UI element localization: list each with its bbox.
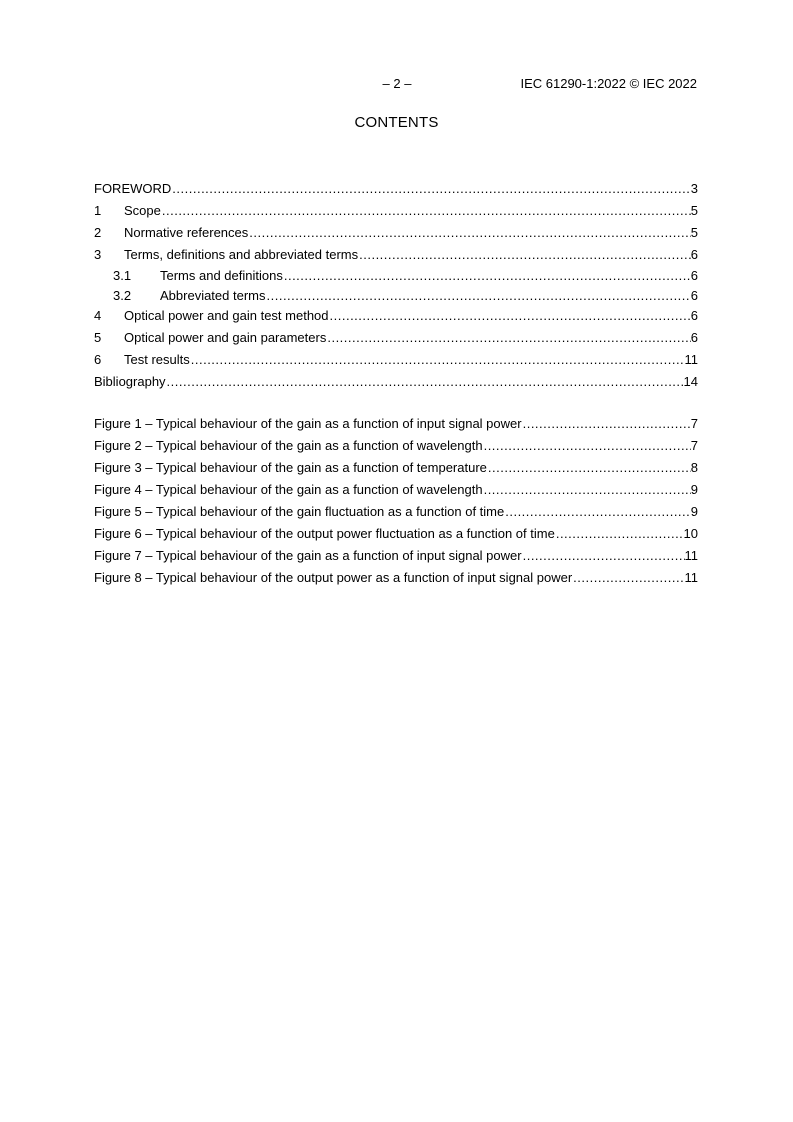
figure-entry-8[interactable]: [94, 570, 698, 592]
figure-entry-page: 8: [690, 460, 698, 475]
dot-leader: [358, 247, 691, 262]
toc-entry-title: FOREWORD: [94, 181, 172, 196]
dot-leader: [326, 330, 690, 345]
dot-leader: [487, 460, 691, 475]
toc-entry-page: 6: [690, 330, 698, 345]
toc-entry-parameters[interactable]: [94, 330, 698, 352]
toc-entry-title: Test results: [124, 352, 190, 367]
toc-entry-title: Bibliography: [94, 374, 166, 389]
figure-entry-title: Figure 4 – Typical behaviour of the gain as a function of wavelength: [94, 482, 483, 497]
page-header: [0, 76, 793, 92]
toc-entry-title: Terms, definitions and abbreviated terms: [124, 247, 359, 262]
figure-entry-page: 11: [684, 548, 698, 563]
toc-entry-test-results[interactable]: [94, 352, 698, 374]
figure-entry-title: Figure 3 – Typical behaviour of the gain as a function of temperature: [94, 460, 487, 475]
toc-entry-terms-and-definitions[interactable]: [94, 268, 698, 288]
dot-leader: [190, 352, 685, 367]
dot-leader: [504, 504, 691, 519]
figure-entry-page: 9: [690, 504, 698, 519]
figure-entry-3[interactable]: [94, 460, 698, 482]
toc-entry-scope[interactable]: [94, 203, 698, 225]
figure-entry-1[interactable]: [94, 416, 698, 438]
figure-entry-2[interactable]: [94, 438, 698, 460]
toc-entry-title: Terms and definitions: [160, 268, 283, 283]
toc-entry-page: 3: [690, 181, 698, 196]
figure-entry-6[interactable]: [94, 526, 698, 548]
contents-title: CONTENTS: [354, 114, 439, 131]
toc-entry-page: 6: [690, 308, 698, 323]
dot-leader: [555, 526, 684, 541]
figure-entry-title: Figure 6 – Typical behaviour of the output power fluctuation as a function of time: [94, 526, 555, 541]
toc-entry-number: 6: [94, 352, 102, 367]
figure-entry-title: Figure 2 – Typical behaviour of the gain as a function of wavelength: [94, 438, 483, 453]
toc-entry-number: 3.2: [113, 288, 132, 303]
toc-entry-foreword[interactable]: [94, 181, 698, 203]
toc-entry-page: 5: [690, 225, 698, 240]
dot-leader: [522, 416, 691, 431]
toc-entry-number: 2: [94, 225, 102, 240]
dot-leader: [483, 482, 691, 497]
table-of-contents: [94, 181, 698, 396]
toc-entry-normative-references[interactable]: [94, 225, 698, 247]
figure-entry-title: Figure 5 – Typical behaviour of the gain fluctuation as a function of time: [94, 504, 505, 519]
document-reference: IEC 61290-1:2022 © IEC 2022: [520, 76, 697, 91]
toc-entry-number: 3.1: [113, 268, 132, 283]
toc-entry-title: Abbreviated terms: [160, 288, 266, 303]
toc-entry-page: 11: [684, 352, 698, 367]
dot-leader: [483, 438, 691, 453]
toc-entry-page: 6: [690, 268, 698, 283]
toc-entry-number: 1: [94, 203, 102, 218]
dot-leader: [248, 225, 690, 240]
figure-entry-page: 7: [690, 416, 698, 431]
figure-entry-title: Figure 8 – Typical behaviour of the output power as a function of input signal power: [94, 570, 573, 585]
figure-entry-page: 9: [690, 482, 698, 497]
dot-leader: [283, 268, 691, 283]
toc-entry-number: 5: [94, 330, 102, 345]
dot-leader: [522, 548, 685, 563]
figure-entry-5[interactable]: [94, 504, 698, 526]
toc-entry-abbreviated-terms[interactable]: [94, 288, 698, 308]
list-of-figures: [94, 416, 698, 592]
dot-leader: [329, 308, 691, 323]
toc-entry-page: 14: [683, 374, 698, 389]
toc-entry-title: Optical power and gain test method: [124, 308, 329, 323]
toc-entry-title: Optical power and gain parameters: [124, 330, 327, 345]
figure-entry-page: 10: [683, 526, 698, 541]
dot-leader: [572, 570, 684, 585]
dot-leader: [266, 288, 691, 303]
toc-entry-number: 4: [94, 308, 102, 323]
dot-leader: [166, 374, 684, 389]
figure-entry-page: 11: [684, 570, 698, 585]
toc-entry-title: Scope: [124, 203, 161, 218]
figure-entry-title: Figure 7 – Typical behaviour of the gain as a function of input signal power: [94, 548, 522, 563]
toc-entry-title: Normative references: [124, 225, 249, 240]
toc-entry-page: 6: [690, 247, 698, 262]
dot-leader: [161, 203, 691, 218]
figure-entry-7[interactable]: [94, 548, 698, 570]
toc-entry-terms[interactable]: [94, 247, 698, 268]
dot-leader: [171, 181, 690, 196]
toc-entry-test-method[interactable]: [94, 308, 698, 330]
toc-entry-bibliography[interactable]: [94, 374, 698, 396]
figure-entry-title: Figure 1 – Typical behaviour of the gain as a function of input signal power: [94, 416, 522, 431]
toc-entry-number: 3: [94, 247, 102, 262]
page-number: – 2 –: [382, 76, 412, 91]
figure-entry-4[interactable]: [94, 482, 698, 504]
toc-entry-page: 6: [690, 288, 698, 303]
figure-entry-page: 7: [690, 438, 698, 453]
toc-entry-page: 5: [690, 203, 698, 218]
